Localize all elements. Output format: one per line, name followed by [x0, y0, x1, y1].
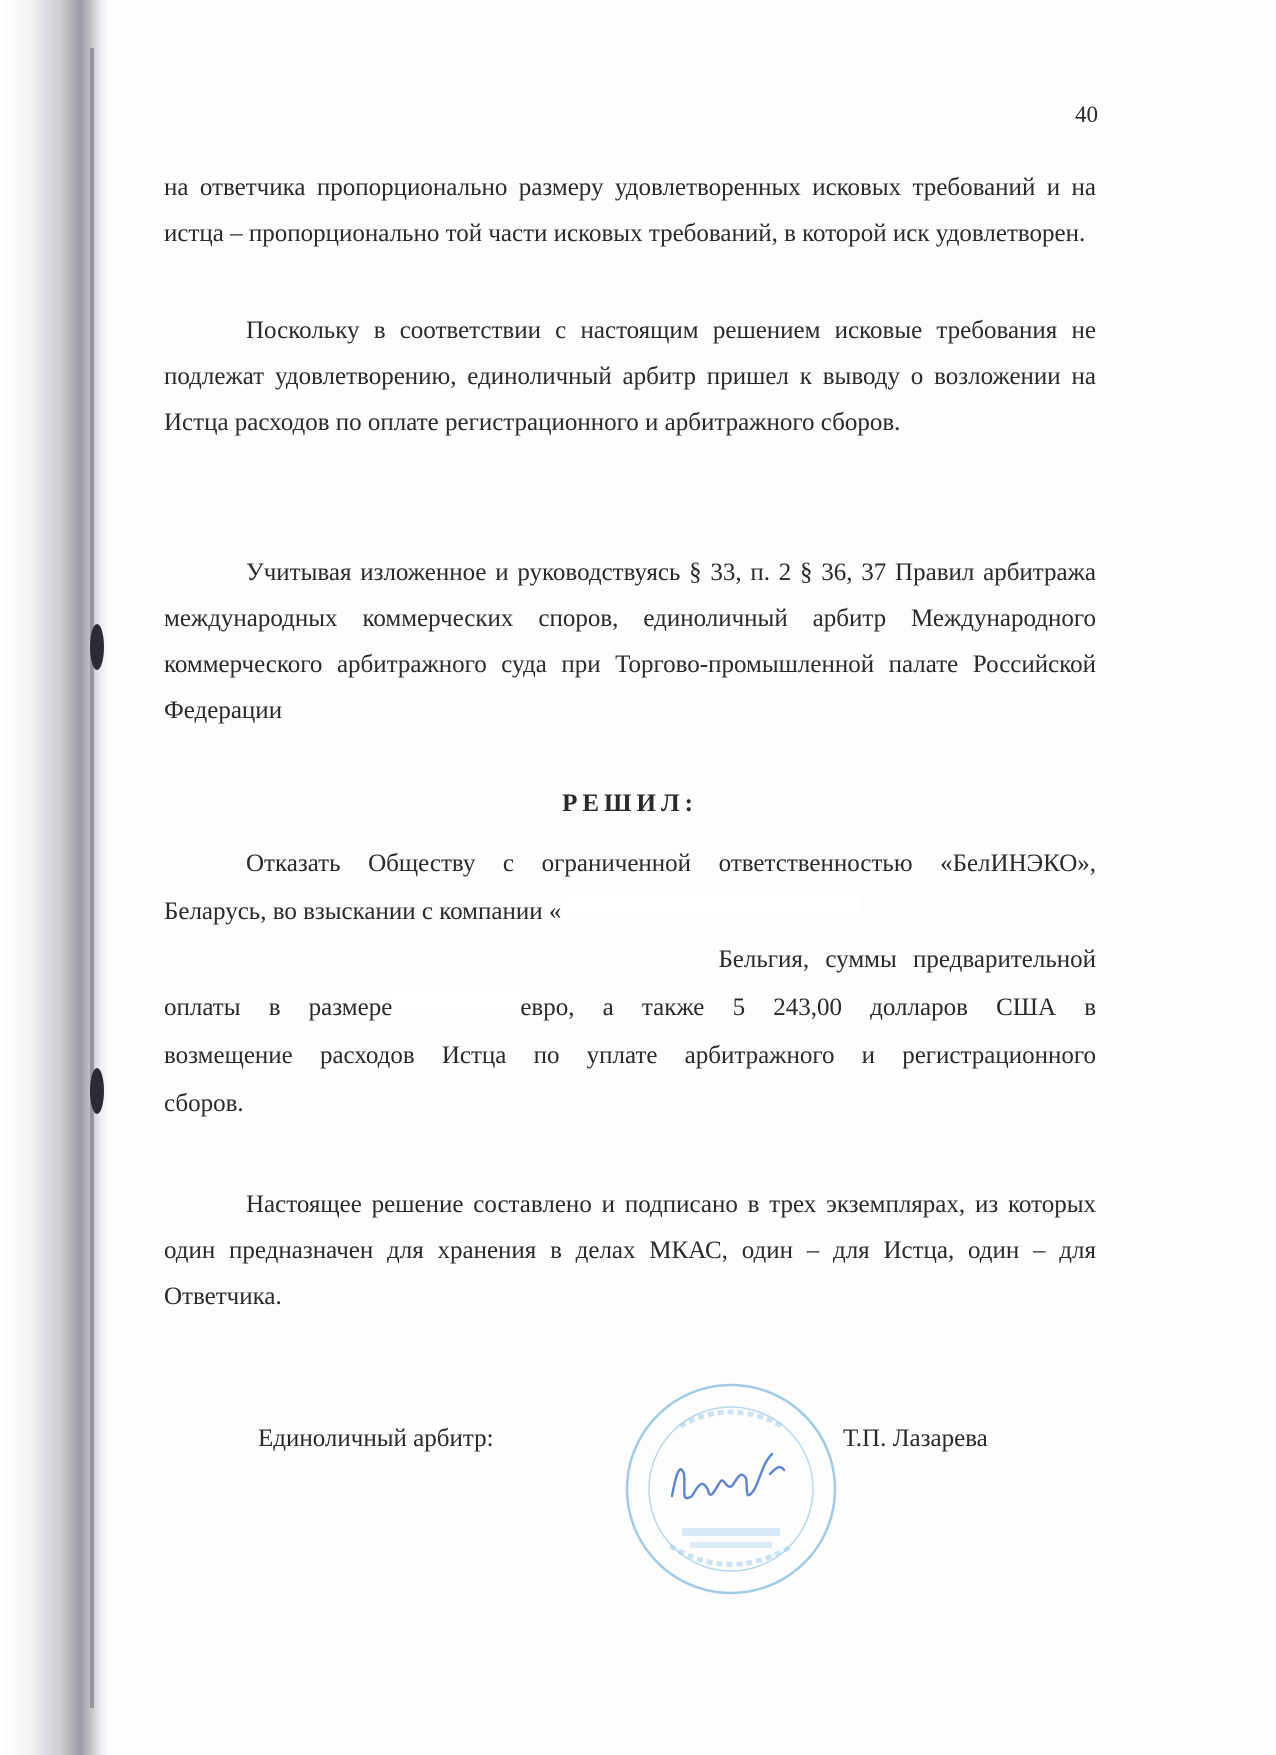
- decision-text-fragment: оплаты в размере: [164, 994, 393, 1021]
- decision-line: возмещение расходов Истца по уплате арбитражного и регистрационного: [164, 1042, 1096, 1069]
- decision-text-fragment: Бельгия, суммы предварительной: [718, 946, 1096, 973]
- decision-text: [164, 840, 1096, 1128]
- decision-line: [164, 888, 1096, 936]
- binding-line: [90, 48, 94, 1708]
- redacted-area: [561, 889, 861, 919]
- decision-line: Отказать Обществу с ограниченной ответственностью «БелИНЭКО»,: [246, 850, 1096, 877]
- handwritten-signature: [672, 1454, 784, 1498]
- paragraph-costs: на ответчика пропорционально размеру удовлетворенных исковых требований и на истца – пропорционально той части исковых требований, в которой иск удовлетворен.: [164, 174, 1096, 247]
- paragraph-fees: Поскольку в соответствии с настоящим решением исковые требования не подлежат удовлетворению, единоличный арбитр пришел к выводу о возложении на Истца расходов по оплате регистрационного и арбитражного сборов.: [164, 317, 1096, 436]
- punch-hole: [90, 624, 104, 670]
- decision-heading: РЕШИЛ:: [562, 790, 698, 817]
- page-number: 40: [1075, 102, 1098, 127]
- arbitrator-name: Т.П. Лазарева: [843, 1425, 988, 1452]
- decision-text-fragment: Беларусь, во взыскании с компании «: [164, 898, 562, 925]
- decision-text-fragment: евро, а также 5 243,00 долларов США в: [520, 994, 1096, 1021]
- signature-label: Единоличный арбитр:: [258, 1425, 494, 1452]
- decision-line: [164, 984, 1096, 1032]
- decision-line: сборов.: [164, 1090, 244, 1117]
- paragraph-copies: Настоящее решение составлено и подписано в трех экземплярах, из которых один предназначен для хранения в делах МКАС, один – для Истца, один – для Ответчика.: [164, 1191, 1096, 1310]
- punch-hole: [90, 1068, 104, 1114]
- redacted-area: [392, 985, 520, 1015]
- decision-line: [164, 936, 1096, 984]
- arbitration-stamp: [620, 1378, 842, 1600]
- paragraph-grounds: Учитывая изложенное и руководствуясь § 33, п. 2 § 36, 37 Правил арбитража международных коммерческих споров, единоличный арбитр Международного коммерческого арбитражного суда при Торгово-промышленной палате Российской Федерации: [164, 559, 1096, 724]
